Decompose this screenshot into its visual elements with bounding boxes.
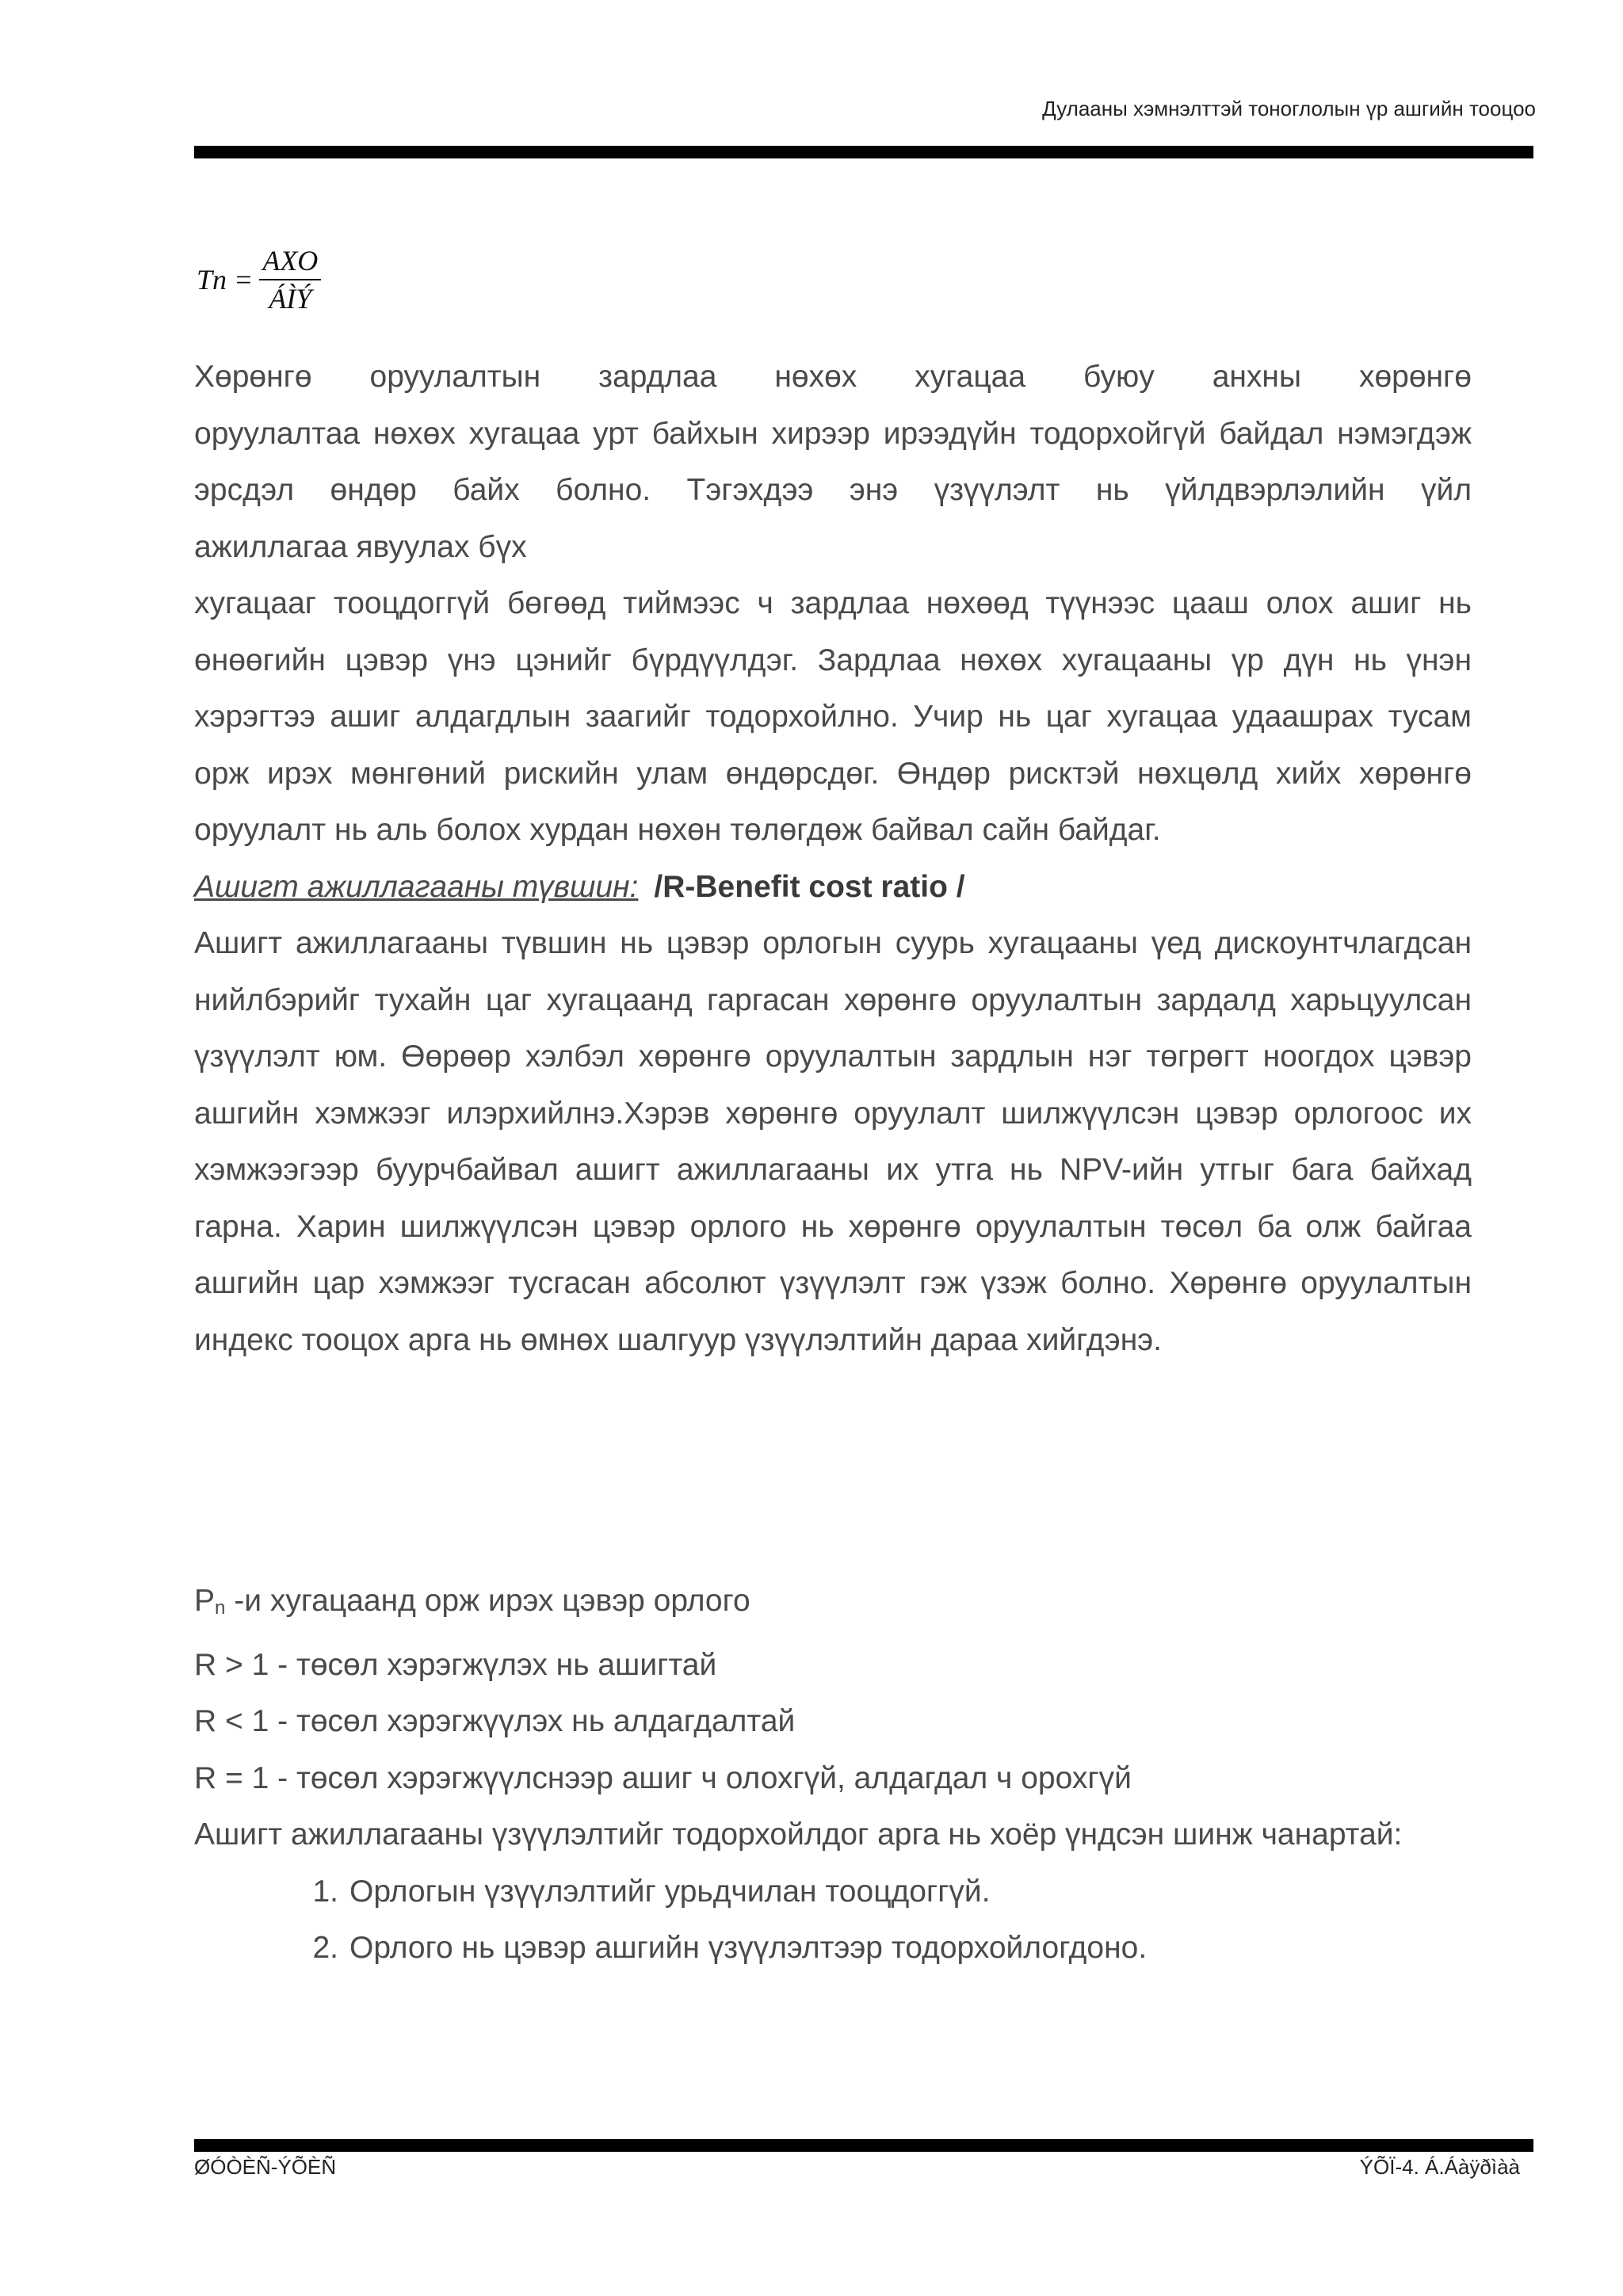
paragraph-2: хугацааг тооцдоггүй бөгөөд тиймээс ч зардлаа нөхөөд түүнээс цааш олох ашиг нь өнөөгийн цэвэр үнэ цэнийг бүрдүүлдэг. Зардлаа нөхөх хугацааны үр дүн нь үнэн хэрэгтээ ашиг алдагдлын заагийг тодорхойлно. Учир нь цаг хугацаа удаашрах тусам орж ирэх мөнгөний рискийн улам өндөрсдөг. Өндөр рисктэй нөхцөлд хийх хөрөнгө оруулалт нь аль болох хурдан нөхөн төлөгдөж байвал сайн байдаг. — [194, 586, 1472, 847]
formula-lhs: Tn = — [197, 264, 254, 296]
formula-denominator: ÁÌÝ — [269, 283, 312, 315]
lower-content — [194, 1573, 1472, 1977]
footer-left-text: ØÓÒÈÑ-ÝÕÈÑ — [194, 2155, 337, 2179]
list-item — [194, 1920, 1472, 1977]
formula-fraction — [259, 244, 321, 315]
word: Хөрөнгө — [194, 360, 312, 394]
r-equals-one: R = 1 - төсөл хэрэгжүүлснээр ашиг ч олохгүй, алдагдал ч орохгүй — [194, 1760, 1132, 1795]
paragraph-3: Ашигт ажиллагааны түвшин нь цэвэр орлогын суурь хугацааны үед дискоунтчлагдсан нийлбэрийг тухайн цаг хугацаанд гаргасан хөрөнгө оруулалтын зардалд харьцуулсан үзүүлэлт юм. Өөрөөр хэлбэл хөрөнгө оруулалтын зардлын нэг төгрөгт ноогдох цэвэр ашгийн хэмжээг илэрхийлнэ.Хэрэв хөрөнгө оруулалт шилжүүлсэн цэвэр орлогоос их хэмжээгээр буурчбайвал ашигт ажиллагааны их утга нь NPV-ийн утгыг бага байхад гарна. Харин шилжүүлсэн цэвэр орлого нь хөрөнгө оруулалтын төсөл ба олж байгаа ашгийн цар хэмжээг тусгасан абсолют үзүүлэлт гэж үзэж болно. Хөрөнгө оруулалтын индекс тооцох арга нь өмнөх шалгуур үзүүлэлтийн дараа хийгдэнэ. — [194, 926, 1472, 1357]
footer-right-text: ÝÕÏ-4. Á.Áàÿðìàà — [1359, 2155, 1520, 2179]
pn-subscript: n — [215, 1597, 226, 1619]
paragraph-1-line-2: оруулалтаа нөхөх хугацаа урт байхын хирээр ирээдүйн тодорхойгүй байдал нэмэгдэж — [194, 416, 1472, 451]
paragraph-1-line-4: ажиллагаа явуулах бүх — [194, 529, 527, 564]
properties-list — [194, 1863, 1472, 1977]
main-content — [194, 349, 1472, 1368]
r-greater-than-one: R > 1 - төсөл хэрэгжүлэх нь ашигтай — [194, 1647, 717, 1682]
subheading-italic: Ашигт ажиллагааны түвшин: — [194, 869, 639, 904]
list-text: Орлогын үзүүлэлтийг урьдчилан тооцдоггүй. — [349, 1874, 991, 1909]
word: зардлаа — [598, 360, 717, 394]
r-less-than-one: R < 1 - төсөл хэрэгжүүлэх нь алдагдалтай — [194, 1704, 796, 1738]
word: оруулалтын — [369, 360, 541, 394]
section-subheading — [194, 859, 1472, 916]
pn-text: -и хугацаанд орж ирэх цэвэр орлого — [225, 1584, 750, 1618]
summary-paragraph: Ашигт ажиллагааны үзүүлэлтийг тодорхойлдог арга нь хоёр үндсэн шинж чанартай: — [194, 1817, 1403, 1852]
list-index: 1. — [312, 1874, 338, 1909]
word: буюу — [1083, 360, 1155, 394]
list-index: 2. — [312, 1931, 338, 1965]
pn-definition — [194, 1573, 1472, 1637]
paragraph-1-line-3: эрсдэл өндөр байх болно. Тэгэхдээ энэ үзүүлэлт нь үйлдвэрлэлийн үйл — [194, 473, 1472, 507]
header-rule — [194, 146, 1533, 158]
formula-numerator: AXO — [259, 244, 321, 280]
page-header-title: Дулааны хэмнэлттэй тоноглолын үр ашгийн тооцоо — [1042, 97, 1536, 120]
word: хөрөнгө — [1358, 360, 1472, 394]
payback-formula — [197, 244, 321, 315]
word: нөхөх — [774, 360, 857, 394]
footer-rule — [194, 2139, 1533, 2152]
subheading-bold: /R-Benefit cost ratio / — [654, 869, 965, 904]
word: хугацаа — [915, 360, 1026, 394]
word: анхны — [1212, 360, 1301, 394]
list-item — [194, 1863, 1472, 1920]
pn-symbol: P — [194, 1584, 216, 1618]
paragraph-1-line-1 — [194, 349, 1472, 406]
list-text: Орлого нь цэвэр ашгийн үзүүлэлтээр тодорхойлогдоно. — [349, 1931, 1148, 1965]
